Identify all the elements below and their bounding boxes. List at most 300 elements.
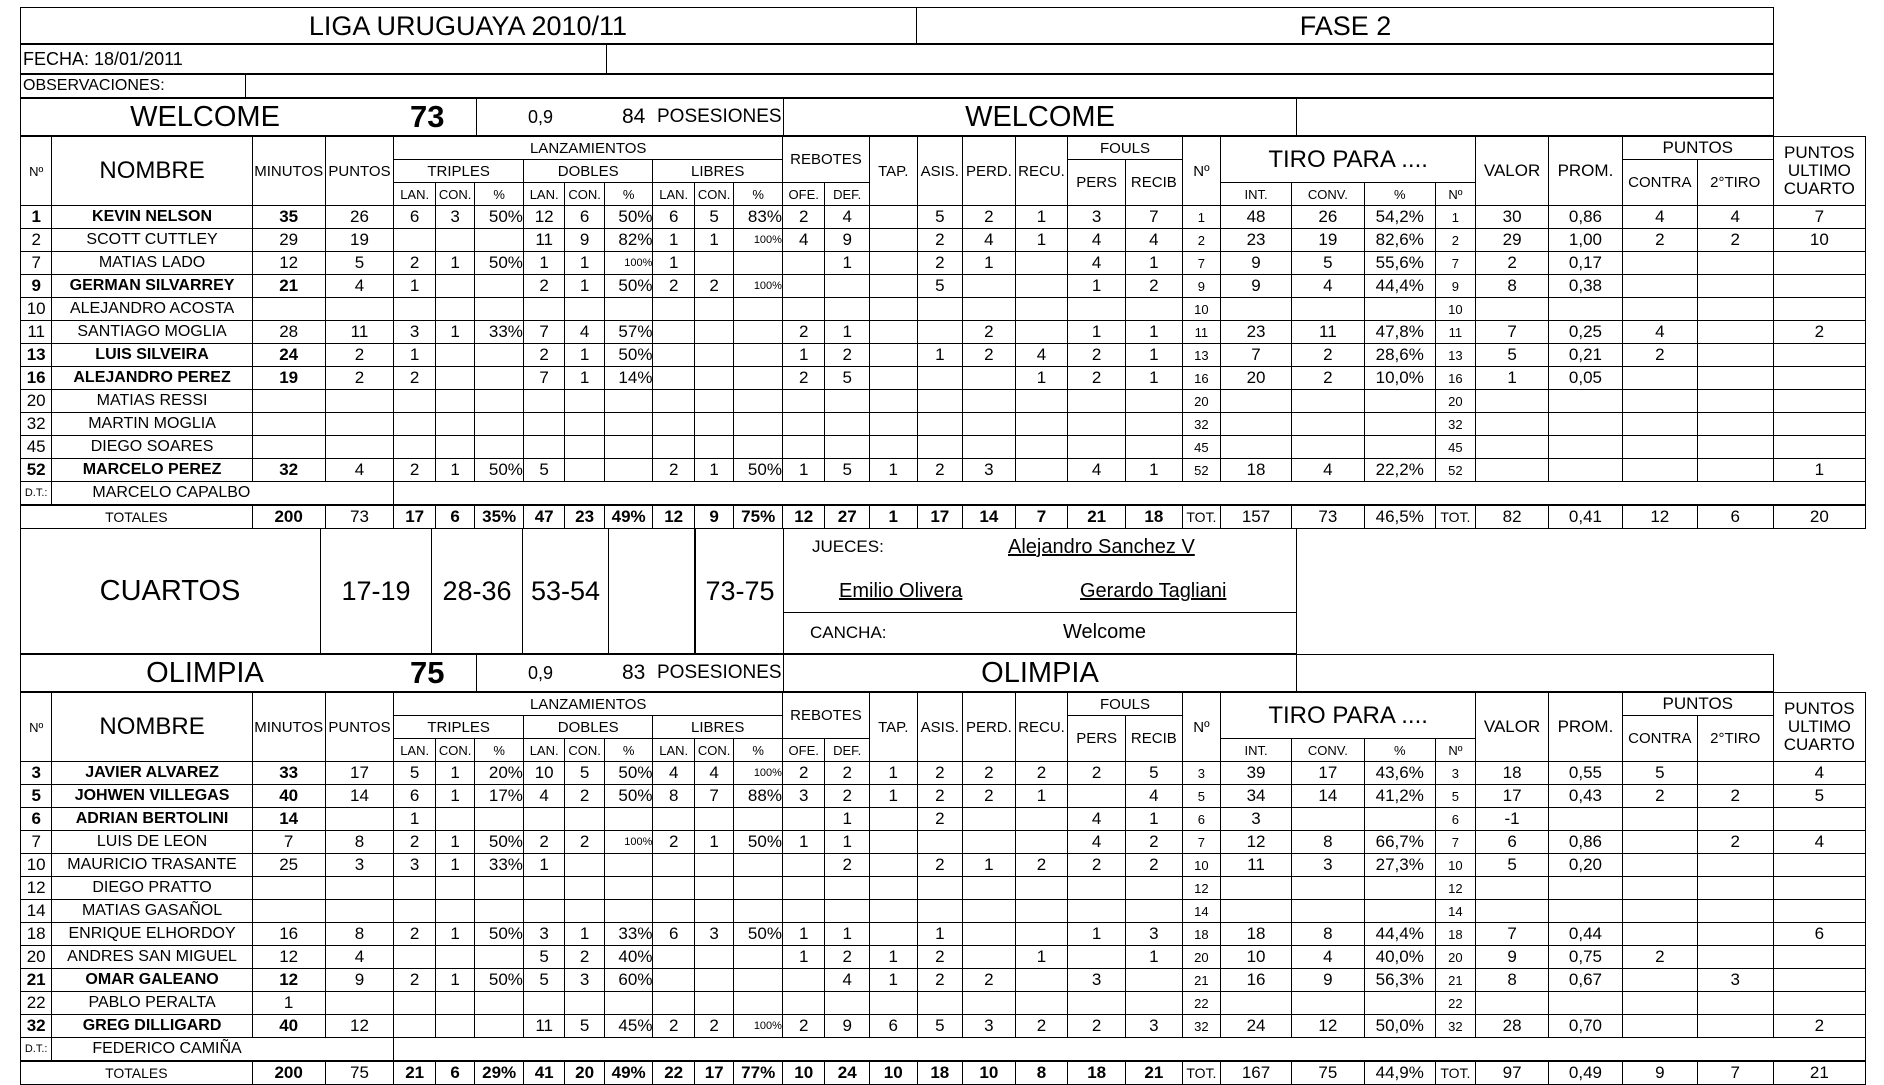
cell-no-3: 7 [1435, 831, 1476, 854]
cell-libres-pct [734, 413, 783, 436]
team2-posesiones: 83 [622, 661, 646, 684]
cell-name: ALEJANDRO ACOSTA [52, 298, 252, 321]
cell-triples-con [435, 1015, 474, 1038]
cell-def: 1 [825, 831, 870, 854]
cell-ofe: 2 [782, 206, 825, 229]
cell-recib: 7 [1125, 206, 1182, 229]
cell-segundo-tiro: 3 [1697, 969, 1773, 992]
cell-conv: 2 [1291, 344, 1364, 367]
cell-pers: 2 [1068, 1015, 1126, 1038]
cuarto-score-3: 53-54 [530, 576, 601, 606]
col-con: CON. [694, 739, 733, 762]
cell-triples-pct [475, 367, 524, 390]
cell-pers [1068, 785, 1126, 808]
cell-triples-con: 3 [435, 206, 474, 229]
cell-libres-con [694, 321, 733, 344]
cell-asis [917, 321, 963, 344]
cell-libres-lan [653, 900, 694, 923]
cell-name: KEVIN NELSON [52, 206, 252, 229]
cell-prom: 0,20 [1549, 854, 1623, 877]
cell-libres-pct: 100% [734, 229, 783, 252]
player-row [21, 413, 1866, 436]
col-fouls: FOULS [1068, 693, 1182, 716]
cell-triples-pct: 50% [475, 252, 524, 275]
cell-libres-pct: 83% [734, 206, 783, 229]
fecha-label: FECHA: 18/01/2011 [23, 49, 183, 69]
cell-no-3: 5 [1435, 785, 1476, 808]
col-minutos: MINUTOS [252, 137, 325, 206]
col-valor: VALOR [1476, 137, 1549, 206]
cell-libres-con [694, 390, 733, 413]
cell-name: PABLO PERALTA [52, 992, 252, 1015]
cell-libres-con [694, 298, 733, 321]
cell-pct [1364, 808, 1435, 831]
cell-no-3: 22 [1435, 992, 1476, 1015]
cell-pts [325, 436, 394, 459]
cell-tap: 1 [869, 785, 917, 808]
cell-no: 20 [21, 946, 52, 969]
cell-int: 23 [1221, 229, 1292, 252]
team1-posesiones-label: POSESIONES [657, 106, 782, 127]
cell-no-3: 20 [1435, 946, 1476, 969]
cell-perd: 2 [963, 762, 1016, 785]
cell-no-3: 52 [1435, 459, 1476, 482]
col-no: Nº [21, 693, 52, 762]
cell-ofe: 3 [782, 785, 825, 808]
cell-recib: 1 [1125, 946, 1182, 969]
cell-tap [869, 854, 917, 877]
cell-def: 2 [825, 946, 870, 969]
cell-ultimo-cuarto [1773, 900, 1865, 923]
total-contra: 12 [1622, 505, 1697, 529]
col-fouls: FOULS [1068, 137, 1182, 160]
player-row [21, 877, 1866, 900]
cell-pct: 10,0% [1364, 367, 1435, 390]
cell-triples-con [435, 229, 474, 252]
cell-contra [1622, 367, 1697, 390]
cell-def [825, 900, 870, 923]
cell-ultimo-cuarto: 2 [1773, 321, 1865, 344]
cell-no-3: 11 [1435, 321, 1476, 344]
cell-no-3: 20 [1435, 390, 1476, 413]
cell-ofe [782, 275, 825, 298]
col-pers: PERS [1068, 716, 1126, 762]
cell-dobles-con: 1 [565, 344, 604, 367]
cell-pct: 44,4% [1364, 923, 1435, 946]
col-dobles: DOBLES [523, 160, 653, 183]
col-lan: LAN. [653, 183, 694, 206]
cell-asis: 2 [917, 252, 963, 275]
cell-dobles-con: 2 [565, 831, 604, 854]
jueces-label: JUECES: [812, 537, 884, 556]
cell-no-3: 1 [1435, 206, 1476, 229]
team1-ratio: 0,9 [528, 107, 554, 127]
cell-triples-pct: 33% [475, 854, 524, 877]
total-pts: 73 [325, 505, 394, 529]
cell-segundo-tiro: 2 [1697, 785, 1773, 808]
cell-name: DIEGO PRATTO [52, 877, 252, 900]
cell-name: GREG DILLIGARD [52, 1015, 252, 1038]
cell-segundo-tiro [1697, 992, 1773, 1015]
cell-conv: 4 [1291, 459, 1364, 482]
col-lan: LAN. [653, 739, 694, 762]
total-lc: 17 [694, 1061, 733, 1085]
cell-libres-lan [653, 969, 694, 992]
cell-pts [325, 390, 394, 413]
cell-libres-lan: 2 [653, 1015, 694, 1038]
cell-conv: 26 [1291, 206, 1364, 229]
cell-libres-con [694, 367, 733, 390]
cell-triples-lan: 1 [394, 275, 435, 298]
cell-pers: 4 [1068, 831, 1126, 854]
cell-dobles-pct [604, 413, 653, 436]
cell-dobles-con: 1 [565, 275, 604, 298]
cell-min: 28 [252, 321, 325, 344]
cell-int: 18 [1221, 459, 1292, 482]
cell-conv: 11 [1291, 321, 1364, 344]
team2-coach: FEDERICO CAMIÑA [52, 1038, 394, 1062]
player-row [21, 367, 1866, 390]
col-int: INT. [1221, 739, 1292, 762]
cell-ultimo-cuarto [1773, 969, 1865, 992]
cell-dobles-pct: 57% [604, 321, 653, 344]
cell-valor: 29 [1476, 229, 1549, 252]
cell-pts [325, 808, 394, 831]
cell-recib: 3 [1125, 923, 1182, 946]
cell-perd [963, 992, 1016, 1015]
cell-def: 1 [825, 252, 870, 275]
cell-contra [1622, 923, 1697, 946]
cell-segundo-tiro [1697, 1015, 1773, 1038]
cell-pts [325, 992, 394, 1015]
cell-recu: 2 [1015, 854, 1068, 877]
col-pct: % [604, 183, 653, 206]
cell-triples-lan [394, 298, 435, 321]
cell-recu [1015, 252, 1068, 275]
cell-prom: 0,17 [1549, 252, 1623, 275]
player-row [21, 252, 1866, 275]
team1-footer [21, 482, 1866, 529]
cell-pers [1068, 298, 1126, 321]
cell-perd: 2 [963, 321, 1016, 344]
total-conv: 75 [1291, 1061, 1364, 1085]
cell-min [252, 298, 325, 321]
cell-name: ENRIQUE ELHORDOY [52, 923, 252, 946]
cell-pts: 4 [325, 946, 394, 969]
cell-valor: 2 [1476, 252, 1549, 275]
cell-pct: 54,2% [1364, 206, 1435, 229]
cell-libres-lan: 1 [653, 229, 694, 252]
total-dp: 49% [604, 1061, 653, 1085]
cell-asis: 2 [917, 946, 963, 969]
cell-min: 33 [252, 762, 325, 785]
cell-libres-lan: 6 [653, 923, 694, 946]
player-row [21, 321, 1866, 344]
cell-triples-pct [475, 229, 524, 252]
col-segundo-tiro: 2°TIRO [1697, 716, 1773, 762]
cell-dobles-lan: 11 [523, 1015, 564, 1038]
cell-tap [869, 298, 917, 321]
cell-triples-lan [394, 390, 435, 413]
cell-no-2: 20 [1182, 390, 1220, 413]
cell-contra: 4 [1622, 321, 1697, 344]
cell-pers [1068, 900, 1126, 923]
cell-asis: 5 [917, 275, 963, 298]
cell-libres-lan: 1 [653, 252, 694, 275]
cell-recu: 2 [1015, 762, 1068, 785]
cell-no-3: 7 [1435, 252, 1476, 275]
col-asis: ASIS. [917, 693, 963, 762]
cell-dobles-pct [604, 854, 653, 877]
cell-int: 34 [1221, 785, 1292, 808]
cell-libres-pct [734, 969, 783, 992]
tot-label: TOT. [1182, 505, 1220, 529]
cell-recib: 4 [1125, 229, 1182, 252]
col-puntos-grp: PUNTOS [1622, 693, 1773, 716]
cell-contra [1622, 275, 1697, 298]
col-rebotes: REBOTES [782, 693, 869, 739]
cell-perd [963, 877, 1016, 900]
cell-ofe [782, 969, 825, 992]
cell-asis: 2 [917, 229, 963, 252]
totales-label: TOTALES [21, 505, 253, 529]
total-tc: 6 [435, 1061, 474, 1085]
cell-name: MARCELO PEREZ [52, 459, 252, 482]
team1-coach: MARCELO CAPALBO [52, 482, 394, 506]
cell-no-2: 16 [1182, 367, 1220, 390]
cell-triples-lan: 2 [394, 923, 435, 946]
cell-dobles-pct: 33% [604, 923, 653, 946]
cell-valor: 28 [1476, 1015, 1549, 1038]
cell-no: 32 [21, 413, 52, 436]
cell-no-2: 7 [1182, 831, 1220, 854]
team2-footer [21, 1038, 1866, 1085]
cell-int [1221, 298, 1292, 321]
cell-segundo-tiro [1697, 252, 1773, 275]
cell-ultimo-cuarto [1773, 275, 1865, 298]
cell-contra [1622, 413, 1697, 436]
cell-libres-con [694, 946, 733, 969]
cell-prom: 0,55 [1549, 762, 1623, 785]
cell-dobles-con: 6 [565, 206, 604, 229]
cell-perd: 3 [963, 1015, 1016, 1038]
cell-perd [963, 298, 1016, 321]
cell-conv [1291, 413, 1364, 436]
cell-prom: 0,05 [1549, 367, 1623, 390]
cell-ultimo-cuarto: 6 [1773, 923, 1865, 946]
cell-triples-con: 1 [435, 831, 474, 854]
cell-libres-pct: 50% [734, 831, 783, 854]
cell-perd: 2 [963, 344, 1016, 367]
cell-ofe: 2 [782, 762, 825, 785]
cell-asis [917, 831, 963, 854]
cell-pct: 22,2% [1364, 459, 1435, 482]
cell-prom: 0,75 [1549, 946, 1623, 969]
cell-libres-pct [734, 992, 783, 1015]
cell-conv [1291, 436, 1364, 459]
cell-recu: 1 [1015, 229, 1068, 252]
cell-dobles-lan [523, 413, 564, 436]
cell-triples-lan [394, 436, 435, 459]
cell-segundo-tiro [1697, 808, 1773, 831]
cell-dobles-pct: 50% [604, 785, 653, 808]
cell-segundo-tiro [1697, 459, 1773, 482]
cell-ofe [782, 877, 825, 900]
cell-valor [1476, 459, 1549, 482]
cell-conv [1291, 298, 1364, 321]
cell-recu [1015, 877, 1068, 900]
cell-libres-pct: 100% [734, 275, 783, 298]
total-ofe: 12 [782, 505, 825, 529]
cell-int: 9 [1221, 275, 1292, 298]
cell-int: 18 [1221, 923, 1292, 946]
cell-triples-lan [394, 877, 435, 900]
cell-name: SCOTT CUTTLEY [52, 229, 252, 252]
cell-pers [1068, 877, 1126, 900]
cell-int: 39 [1221, 762, 1292, 785]
cell-dobles-pct [604, 436, 653, 459]
cell-def [825, 877, 870, 900]
cell-pct: 47,8% [1364, 321, 1435, 344]
cell-def: 2 [825, 344, 870, 367]
cell-libres-pct [734, 877, 783, 900]
cell-name: JAVIER ALVAREZ [52, 762, 252, 785]
cell-conv: 12 [1291, 1015, 1364, 1038]
col-triples: TRIPLES [394, 160, 524, 183]
team1-stats-table [20, 136, 1866, 529]
cell-asis [917, 390, 963, 413]
total-dl: 41 [523, 1061, 564, 1085]
player-row [21, 298, 1866, 321]
cell-libres-lan: 8 [653, 785, 694, 808]
col-def: DEF. [825, 183, 870, 206]
cell-dobles-con: 2 [565, 785, 604, 808]
cell-triples-lan: 2 [394, 252, 435, 275]
cell-no: 3 [21, 762, 52, 785]
col-recib: RECIB [1125, 716, 1182, 762]
cell-name: LUIS DE LEON [52, 831, 252, 854]
cell-prom [1549, 298, 1623, 321]
total-int: 157 [1221, 505, 1292, 529]
cell-dobles-pct: 50% [604, 275, 653, 298]
cell-tap [869, 206, 917, 229]
cell-ofe: 1 [782, 946, 825, 969]
cell-no-2: 32 [1182, 413, 1220, 436]
cell-no-2: 1 [1182, 206, 1220, 229]
cell-asis: 5 [917, 206, 963, 229]
cell-pers [1068, 413, 1126, 436]
cell-libres-lan [653, 367, 694, 390]
total-dc: 23 [565, 505, 604, 529]
cell-asis [917, 413, 963, 436]
cell-ofe: 1 [782, 344, 825, 367]
cell-no-2: 2 [1182, 229, 1220, 252]
cell-tap: 1 [869, 946, 917, 969]
total-ofe: 10 [782, 1061, 825, 1085]
cell-libres-con: 1 [694, 831, 733, 854]
total-tap: 10 [869, 1061, 917, 1085]
total-dp: 49% [604, 505, 653, 529]
cell-no: 45 [21, 436, 52, 459]
cell-ultimo-cuarto: 4 [1773, 762, 1865, 785]
cell-no-2: 6 [1182, 808, 1220, 831]
cell-perd [963, 808, 1016, 831]
cell-pct [1364, 298, 1435, 321]
cell-libres-con [694, 877, 733, 900]
cell-recu: 1 [1015, 785, 1068, 808]
cell-dobles-lan: 7 [523, 321, 564, 344]
total-min: 200 [252, 505, 325, 529]
cell-libres-pct [734, 900, 783, 923]
cell-libres-lan: 2 [653, 459, 694, 482]
coach-row-fill [394, 1038, 1866, 1062]
cell-libres-con [694, 854, 733, 877]
cell-asis: 2 [917, 459, 963, 482]
col-prom: PROM. [1549, 137, 1623, 206]
cell-no-3: 13 [1435, 344, 1476, 367]
cell-asis [917, 436, 963, 459]
cell-tap: 1 [869, 762, 917, 785]
team1-posesiones: 84 [622, 105, 646, 128]
cell-contra [1622, 298, 1697, 321]
cell-valor [1476, 992, 1549, 1015]
col-libres: LIBRES [653, 160, 783, 183]
cell-dobles-lan: 10 [523, 762, 564, 785]
total-tp: 29% [475, 1061, 524, 1085]
cell-name: ANDRES SAN MIGUEL [52, 946, 252, 969]
cell-perd [963, 900, 1016, 923]
cell-recu [1015, 459, 1068, 482]
player-row [21, 854, 1866, 877]
cell-int: 16 [1221, 969, 1292, 992]
cell-def [825, 298, 870, 321]
col-contra: CONTRA [1622, 716, 1697, 762]
cell-int: 24 [1221, 1015, 1292, 1038]
cell-ofe [782, 854, 825, 877]
cell-libres-lan [653, 992, 694, 1015]
cell-triples-lan: 6 [394, 206, 435, 229]
cell-min: 24 [252, 344, 325, 367]
cell-conv [1291, 808, 1364, 831]
cell-pts: 14 [325, 785, 394, 808]
cell-libres-lan [653, 390, 694, 413]
cell-dobles-pct [604, 390, 653, 413]
cell-no: 32 [21, 1015, 52, 1038]
cell-min [252, 436, 325, 459]
cell-segundo-tiro [1697, 762, 1773, 785]
cell-no-2: 12 [1182, 877, 1220, 900]
cell-min: 12 [252, 946, 325, 969]
col-lanzamientos: LANZAMIENTOS [394, 137, 783, 160]
total-lp: 75% [734, 505, 783, 529]
cell-no: 21 [21, 969, 52, 992]
cell-ultimo-cuarto: 5 [1773, 785, 1865, 808]
player-row [21, 344, 1866, 367]
col-rebotes: REBOTES [782, 137, 869, 183]
col-valor: VALOR [1476, 693, 1549, 762]
cell-no-3: 2 [1435, 229, 1476, 252]
cell-prom [1549, 459, 1623, 482]
cell-no: 2 [21, 229, 52, 252]
player-row [21, 785, 1866, 808]
cell-triples-lan: 2 [394, 831, 435, 854]
cell-recib [1125, 436, 1182, 459]
cell-pct: 44,4% [1364, 275, 1435, 298]
cell-segundo-tiro [1697, 923, 1773, 946]
cell-valor: 1 [1476, 367, 1549, 390]
player-row [21, 831, 1866, 854]
total-pct: 44,9% [1364, 1061, 1435, 1085]
